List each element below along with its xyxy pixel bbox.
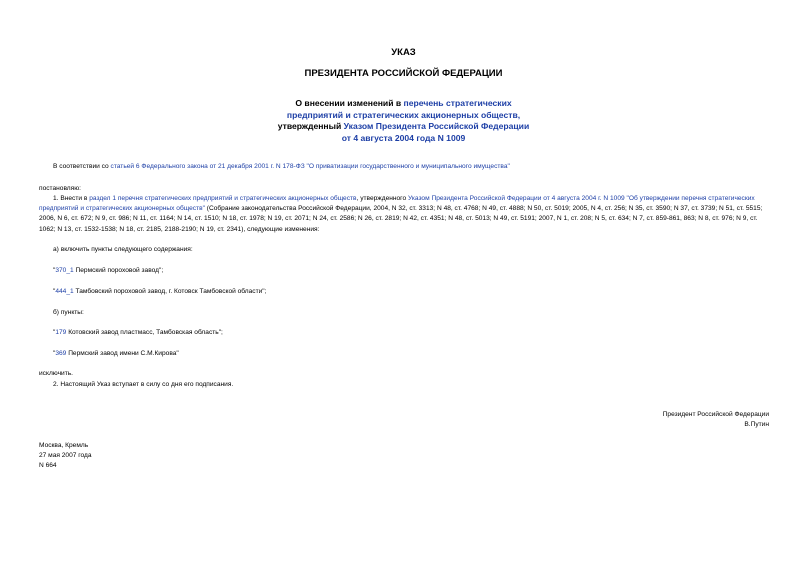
item-1-text-c: (Собрание законодательства Российской Федерации, 2004, N 32, ст. 3313; N 48, ст. 4768; N 49, ст. 4888; N 50, ст. 5019; 2005, N 4, ст. 256; N 35, ст. 3590; N 37, ст. 3739; N 51, ст. 5515; 2006, N 6, ст. 672; N 9, ст. 986; N 11, ст. 1164; N 14, ст. 1510; N 18, ст. 1978; N 19, ст. 2071; N 24, ст. 2586; N 26, ст. 2819; N 42, ст. 4351; N 48, ст. 5013; N 49, ст. 5191; 2007, N 1, ст. 208; N 5, ст. 634; N 7, ст. 859-861, 863; N 8, ст. 976; N 9, ст. 1062; N 13, ст. 1532-1538; N 18, ст. 2185, 2188-2190; N 19, ст. 2341), следующие изменения: <box>39 205 763 233</box>
item-1-text-b: , утвержденного <box>356 195 408 202</box>
sub-item-b: б) пункты: <box>53 309 84 316</box>
heading-line-4 <box>0 133 807 145</box>
item-1-text-a: 1. Внести в <box>53 195 90 202</box>
item-1 <box>39 194 769 235</box>
quote-mark: " <box>53 350 56 357</box>
decree-word: постановляю: <box>39 185 82 192</box>
quote-mark: " <box>53 267 56 274</box>
document-title: УКАЗ <box>391 47 416 58</box>
heading-link-list[interactable]: перечень стратегических <box>403 98 512 108</box>
preamble-law-link[interactable]: статьей 6 Федерального закона от 21 декабря 2001 г. N 178-ФЗ "О приватизации государственного и муниципального имущества" <box>110 163 510 170</box>
item-2: 2. Настоящий Указ вступает в силу со дня его подписания. <box>53 381 234 388</box>
entry-179-link[interactable]: 179 <box>55 329 67 336</box>
footer-number: N 664 <box>39 462 57 470</box>
exclude-word: исключить. <box>39 370 73 377</box>
heading-line-3 <box>0 121 807 133</box>
quote-mark: " <box>53 329 56 336</box>
preamble-text: В соответствии со <box>53 163 111 170</box>
document-heading <box>0 98 807 144</box>
item-1-decree-link[interactable]: Указом Президента Российской Федерации от 4 августа 2004 г. N 1009 "Об утверждении перечня стратегических предприятий и стратегических акционерных обществ" <box>39 195 755 213</box>
quote-mark: " <box>53 288 56 295</box>
footer-place: Москва, Кремль <box>39 442 89 449</box>
heading-link-list-cont[interactable]: предприятий и стратегических акционерных обществ, <box>286 109 521 120</box>
footer-block <box>39 441 92 472</box>
entry-179-text: Котовский завод пластмасс, Тамбовская область"; <box>66 329 223 336</box>
signature-block <box>663 410 769 430</box>
footer-date: 27 мая 2007 года <box>39 452 92 460</box>
entry-369 <box>53 349 179 359</box>
entry-444-1-text: Тамбовский пороховой завод, г. Котовск Тамбовской области"; <box>73 288 267 295</box>
sub-item-a: а) включить пункты следующего содержания: <box>53 246 193 253</box>
entry-179 <box>53 328 223 338</box>
entry-370-1-link[interactable]: 370_1 <box>55 267 74 274</box>
heading-line-2 <box>0 110 807 122</box>
entry-444-1-link[interactable]: 444_1 <box>55 288 74 295</box>
entry-370-1-text: Пермский пороховой завод"; <box>73 267 164 274</box>
heading-link-decree-date[interactable]: от 4 августа 2004 года N 1009 <box>341 132 466 143</box>
entry-369-text: Пермский завод имени С.М.Кирова" <box>66 350 179 357</box>
document-issuer: ПРЕЗИДЕНТА РОССИЙСКОЙ ФЕДЕРАЦИИ <box>304 68 503 79</box>
heading-text-2: утвержденный <box>277 121 344 131</box>
preamble <box>53 162 510 172</box>
item-1-section-link[interactable]: раздел 1 перечня стратегических предприятий и стратегических акционерных обществ <box>89 195 357 202</box>
heading-line-1 <box>0 98 807 110</box>
signature-position: Президент Российской Федерации <box>662 411 769 418</box>
entry-370-1 <box>53 266 163 276</box>
entry-369-link[interactable]: 369 <box>55 350 67 357</box>
entry-444-1 <box>53 287 266 297</box>
signature-name: В.Путин <box>744 421 769 429</box>
heading-text-1: О внесении изменений в <box>295 98 404 108</box>
heading-link-decree[interactable]: Указом Президента Российской Федерации <box>343 121 530 131</box>
